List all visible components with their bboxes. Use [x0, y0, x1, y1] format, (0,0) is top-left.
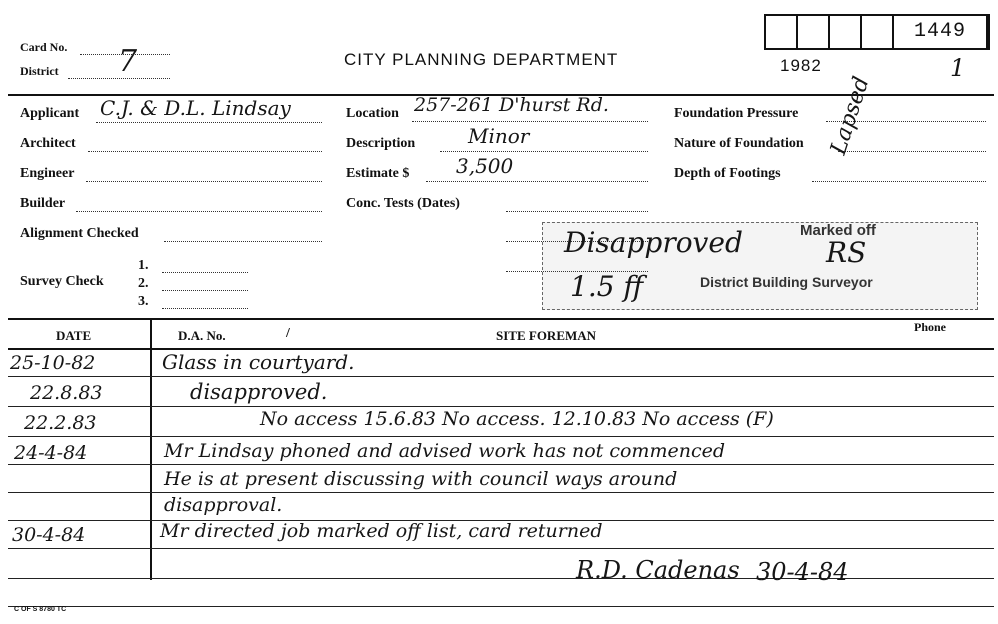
conc-line-1: [506, 211, 648, 212]
table-row-date: 22.2.83: [24, 412, 97, 434]
nature-foundation-label: Nature of Foundation: [674, 136, 804, 151]
table-row-date: 30-4-84: [12, 524, 86, 546]
location-line: [412, 121, 648, 122]
row-rule: [8, 406, 994, 407]
survey-line-3: [162, 308, 248, 309]
survey-line-2: [162, 290, 248, 291]
survey-num-1: 1.: [138, 258, 149, 273]
survey-num-3: 3.: [138, 294, 149, 309]
survey-label: Survey Check: [20, 274, 104, 289]
table-row-entry: Mr directed job marked off list, card returned: [160, 520, 603, 542]
department-title: CITY PLANNING DEPARTMENT: [344, 50, 619, 69]
col-site-foreman: SITE FOREMAN: [496, 328, 597, 343]
estimate-line: [426, 181, 648, 182]
table-row-entry: Mr Lindsay phoned and advised work has not commenced: [164, 440, 725, 462]
table-row-entry: Glass in courtyard.: [162, 350, 355, 374]
architect-line: [88, 151, 322, 152]
nature-line: [838, 151, 986, 152]
table-top-rule: [8, 318, 994, 320]
applicant-value: C.J. & D.L. Lindsay: [100, 96, 291, 120]
architect-label: Architect: [20, 136, 76, 151]
engineer-line: [86, 181, 322, 182]
stamp-district-building: District Building Surveyor: [700, 274, 873, 290]
stamp-initials: RS: [826, 236, 867, 269]
card-no-label: Card No.: [20, 40, 68, 54]
depth-footings-label: Depth of Footings: [674, 166, 781, 181]
builder-line: [76, 211, 322, 212]
table-row-date: 25-10-82: [10, 352, 96, 374]
foundation-pressure-label: Foundation Pressure: [674, 106, 799, 121]
table-row-entry: disapproved.: [190, 380, 328, 404]
table-row-date: 22.8.83: [30, 382, 103, 404]
location-label: Location: [346, 106, 399, 121]
year: 1982: [780, 56, 822, 75]
stamp-hand2: 1.5 ff: [570, 270, 644, 303]
table-row-entry: No access 15.6.83 No access. 12.10.83 No access (F): [260, 408, 774, 430]
form-code: C OF S 8780 TC: [14, 606, 67, 613]
location-value: 257-261 D'hurst Rd.: [414, 94, 609, 116]
applicant-line: [96, 122, 322, 123]
row-rule: [8, 492, 994, 493]
estimate-label: Estimate $: [346, 166, 410, 181]
table-row-date: 24-4-84: [14, 442, 88, 464]
applicant-label: Applicant: [20, 106, 80, 121]
table-row-entry: He is at present discussing with council ways around: [164, 468, 678, 490]
col-da-slash: /: [286, 326, 290, 341]
signature: R.D. Cadenas: [576, 556, 740, 584]
stamp-marked-off: Marked off: [800, 222, 876, 239]
row-rule: [8, 464, 994, 465]
builder-label: Builder: [20, 196, 66, 211]
row-rule: [8, 606, 994, 607]
col-date: DATE: [56, 328, 92, 343]
row-rule: [8, 376, 994, 377]
row-rule: [8, 548, 994, 549]
description-label: Description: [346, 136, 416, 151]
signature-date: 30-4-84: [756, 558, 849, 586]
description-line: [440, 151, 648, 152]
card-number: 1449: [914, 20, 967, 43]
table-header-rule: [8, 348, 994, 350]
description-value: Minor: [468, 124, 530, 148]
stamp-disapproved: Disapproved: [564, 226, 743, 259]
col-phone: Phone: [914, 320, 947, 334]
table-col-divider: [150, 318, 152, 580]
engineer-label: Engineer: [20, 166, 75, 181]
depth-line: [812, 181, 986, 182]
district-value: 7: [118, 44, 138, 79]
district-label: District: [20, 64, 59, 78]
alignment-label: Alignment Checked: [20, 226, 139, 241]
row-rule: [8, 436, 994, 437]
alignment-line: [164, 241, 322, 242]
table-row-entry: disapproval.: [164, 494, 283, 516]
estimate-value: 3,500: [456, 154, 514, 178]
lapsed-note: Lapsed: [826, 73, 875, 158]
survey-line-1: [162, 272, 248, 273]
col-da-no: D.A. No.: [178, 328, 226, 343]
survey-num-2: 2.: [138, 276, 149, 291]
conc-tests-label: Conc. Tests (Dates): [346, 196, 460, 211]
card-seq: 1: [950, 54, 966, 82]
